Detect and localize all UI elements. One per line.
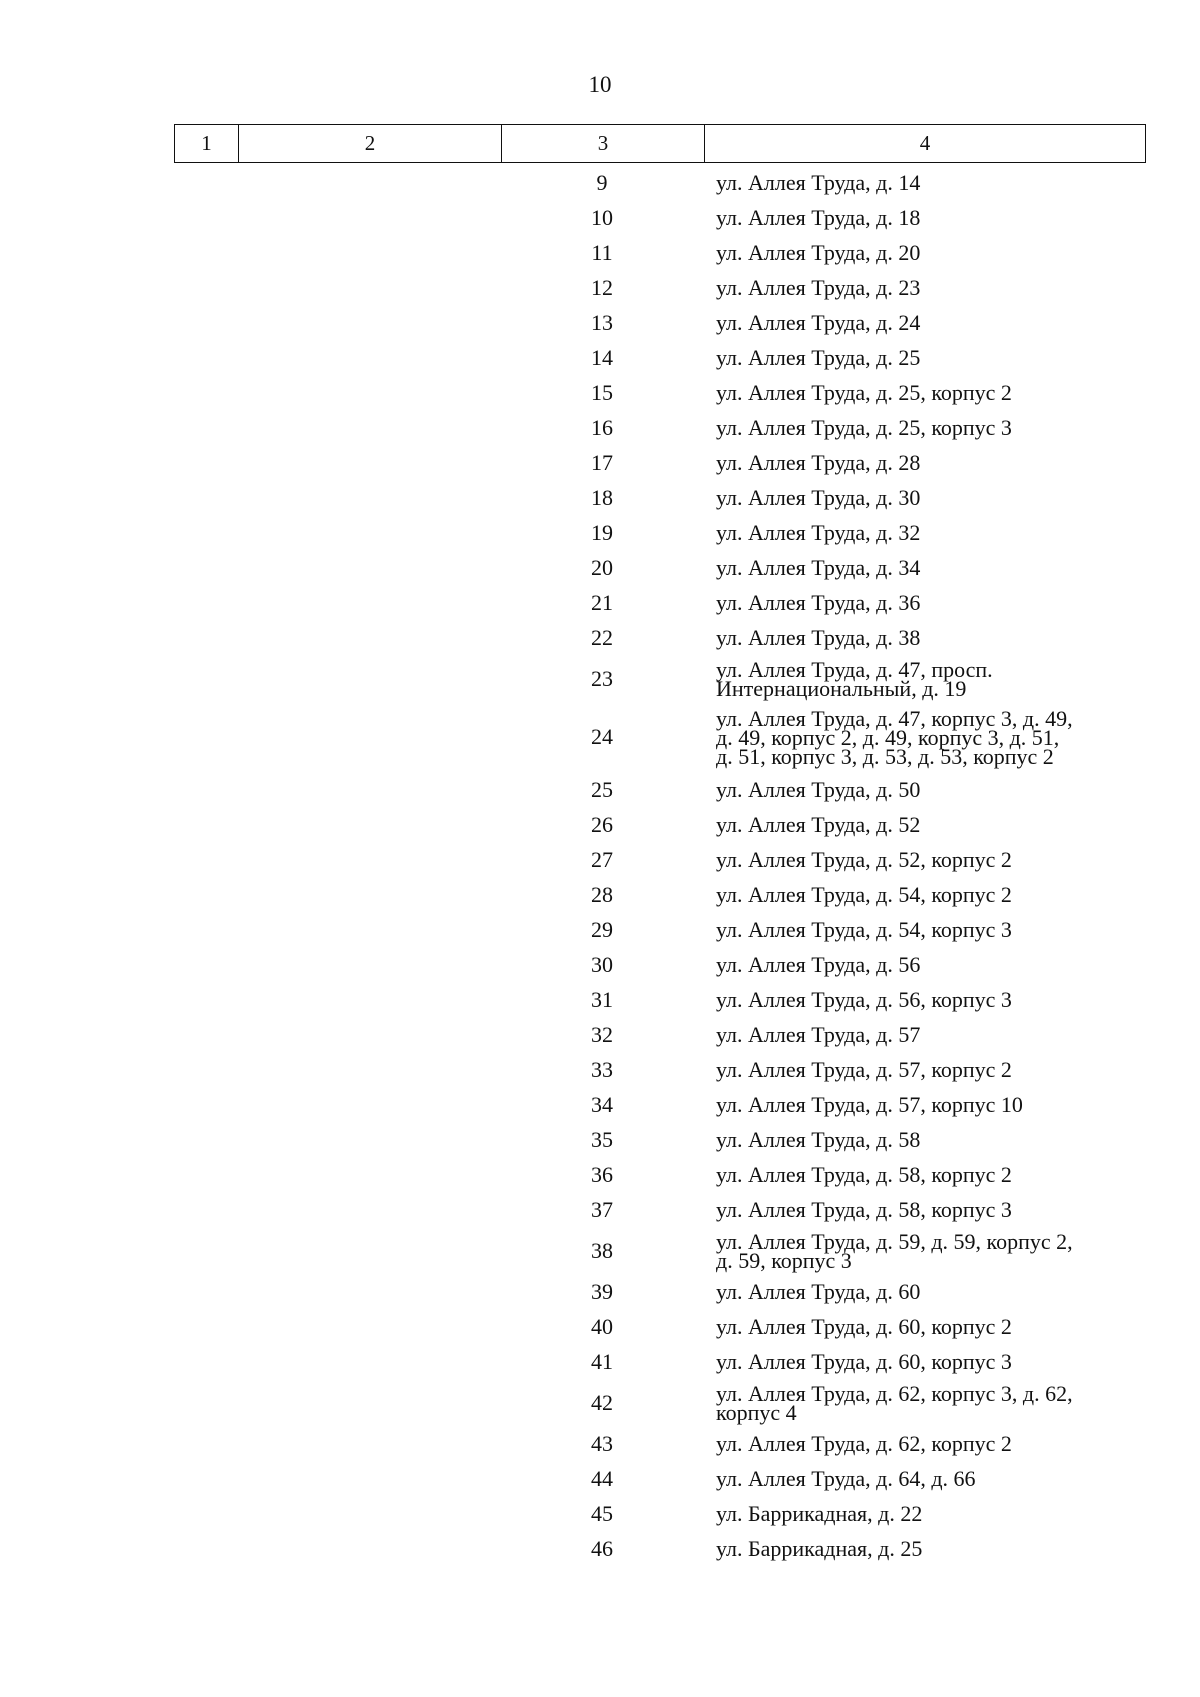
row-address: ул. Аллея Труда, д. 24 [716,310,921,335]
row-address: ул. Аллея Труда, д. 64, д. 66 [716,1466,976,1491]
row-number: 35 [591,1126,613,1152]
row-address: ул. Аллея Труда, д. 58 [716,1127,921,1152]
table-row [0,772,1200,807]
table-row [0,445,1200,480]
row-number: 13 [591,309,613,335]
row-number: 41 [591,1348,613,1374]
table-row [0,877,1200,912]
row-address: ул. Аллея Труда, д. 47, просп. Интернациональный, д. 19 [716,656,993,701]
row-address: ул. Аллея Труда, д. 57 [716,1022,921,1047]
row-address: ул. Аллея Труда, д. 56, корпус 3 [716,987,1012,1012]
row-number: 9 [596,169,608,195]
table-row [0,807,1200,842]
table-row [0,1157,1200,1192]
row-address: ул. Аллея Труда, д. 25, корпус 2 [716,380,1012,405]
table-row [0,340,1200,375]
row-address: ул. Аллея Труда, д. 58, корпус 3 [716,1197,1012,1222]
row-address: ул. Аллея Труда, д. 50 [716,777,921,802]
row-number: 22 [591,624,613,650]
row-address: ул. Аллея Труда, д. 25 [716,345,921,370]
row-number: 46 [591,1535,613,1561]
row-number: 33 [591,1056,613,1082]
table-row [0,585,1200,620]
row-address: ул. Аллея Труда, д. 57, корпус 2 [716,1057,1012,1082]
row-address: ул. Аллея Труда, д. 52 [716,812,921,837]
row-number: 17 [591,449,613,475]
row-number: 30 [591,951,613,977]
row-number: 42 [591,1389,613,1415]
table-row [0,235,1200,270]
row-address: ул. Аллея Труда, д. 54, корпус 2 [716,882,1012,907]
row-number: 27 [591,846,613,872]
row-number: 21 [591,589,613,615]
table-row [0,1227,1200,1274]
row-address: ул. Аллея Труда, д. 62, корпус 3, д. 62, корпус 4 [716,1380,1073,1425]
table-row [0,1426,1200,1461]
row-number: 12 [591,274,613,300]
row-address: ул. Аллея Труда, д. 59, д. 59, корпус 2, д. 59, корпус 3 [716,1228,1073,1273]
row-address: ул. Аллея Труда, д. 30 [716,485,921,510]
table-row [0,1087,1200,1122]
table-row [0,1017,1200,1052]
row-number: 11 [591,239,613,265]
table-row [0,200,1200,235]
table-row [0,550,1200,585]
row-address: ул. Аллея Труда, д. 54, корпус 3 [716,917,1012,942]
table-row [0,270,1200,305]
row-number: 29 [591,916,613,942]
table-row [0,947,1200,982]
row-number: 45 [591,1500,613,1526]
table-row [0,912,1200,947]
row-number: 18 [591,484,613,510]
row-address: ул. Аллея Труда, д. 58, корпус 2 [716,1162,1012,1187]
row-address: ул. Аллея Труда, д. 36 [716,590,921,615]
row-address: ул. Баррикадная, д. 25 [716,1536,923,1561]
row-address: ул. Баррикадная, д. 22 [716,1501,923,1526]
row-number: 40 [591,1313,613,1339]
row-address: ул. Аллея Труда, д. 20 [716,240,921,265]
table-row [0,982,1200,1017]
table-row [0,1309,1200,1344]
row-address: ул. Аллея Труда, д. 57, корпус 10 [716,1092,1023,1117]
header-col-4: 4 [919,131,931,155]
table-row [0,375,1200,410]
row-number: 37 [591,1196,613,1222]
row-number: 15 [591,379,613,405]
row-address: ул. Аллея Труда, д. 32 [716,520,921,545]
row-number: 19 [591,519,613,545]
row-number: 31 [591,986,613,1012]
table-row [0,842,1200,877]
row-number: 36 [591,1161,613,1187]
row-number: 39 [591,1278,613,1304]
row-address: ул. Аллея Труда, д. 14 [716,170,921,195]
table-row [0,655,1200,702]
row-number: 26 [591,811,613,837]
row-address: ул. Аллея Труда, д. 60 [716,1279,921,1304]
row-address: ул. Аллея Труда, д. 47, корпус 3, д. 49, д. 49, корпус 2, д. 49, корпус 3, д. 51, д. 51, корпус 3, д. 53, д. 53, корпус 2 [716,705,1073,769]
table-row [0,1344,1200,1379]
header-col-2: 2 [239,125,502,162]
table-row [0,1379,1200,1426]
table-row [0,305,1200,340]
row-number: 34 [591,1091,613,1117]
row-number: 32 [591,1021,613,1047]
table-row [0,1122,1200,1157]
table-row [0,480,1200,515]
table-row [0,1274,1200,1309]
table-row [0,1192,1200,1227]
row-number: 14 [591,344,613,370]
row-address: ул. Аллея Труда, д. 25, корпус 3 [716,415,1012,440]
row-number: 10 [591,204,613,230]
table-row [0,515,1200,550]
table-header [174,124,1146,163]
table-row [0,702,1200,772]
header-col-1: 1 [175,125,239,162]
table-row [0,410,1200,445]
row-address: ул. Аллея Труда, д. 38 [716,625,921,650]
header-col-3: 3 [502,125,705,162]
row-number: 43 [591,1430,613,1456]
row-number: 24 [591,724,613,749]
row-number: 28 [591,881,613,907]
row-address: ул. Аллея Труда, д. 60, корпус 2 [716,1314,1012,1339]
row-address: ул. Аллея Труда, д. 60, корпус 3 [716,1349,1012,1374]
table-row [0,165,1200,200]
page-number: 10 [588,72,612,97]
table-row [0,1531,1200,1566]
row-number: 23 [591,665,613,691]
row-number: 25 [591,776,613,802]
table-row [0,1496,1200,1531]
row-address: ул. Аллея Труда, д. 28 [716,450,921,475]
row-address: ул. Аллея Труда, д. 23 [716,275,921,300]
row-number: 38 [591,1237,613,1263]
row-address: ул. Аллея Труда, д. 52, корпус 2 [716,847,1012,872]
table-row [0,1052,1200,1087]
row-number: 44 [591,1465,613,1491]
row-address: ул. Аллея Труда, д. 18 [716,205,921,230]
row-address: ул. Аллея Труда, д. 34 [716,555,921,580]
row-address: ул. Аллея Труда, д. 56 [716,952,921,977]
row-number: 16 [591,414,613,440]
table-row [0,620,1200,655]
table-body [0,165,1200,1566]
row-number: 20 [591,554,613,580]
row-address: ул. Аллея Труда, д. 62, корпус 2 [716,1431,1012,1456]
table-row [0,1461,1200,1496]
